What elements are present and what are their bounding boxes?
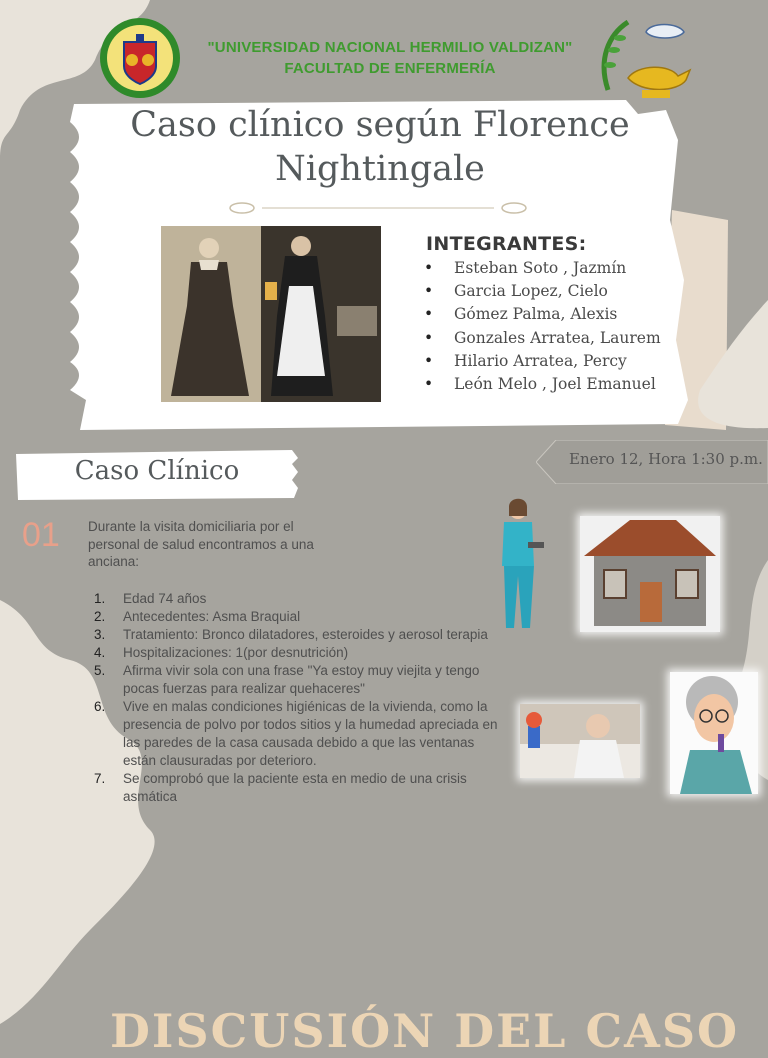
list-item [88, 626, 508, 644]
list-item: • Gómez Palma, Alexis [424, 305, 618, 324]
item-number: 1. [94, 591, 106, 606]
list-item [88, 698, 508, 770]
section-title: Caso Clínico [74, 456, 240, 486]
house-picture [580, 516, 720, 632]
member-name: Esteban Soto , Jazmín [454, 259, 627, 277]
item-text: Se comprobó que la paciente esta en medio de una crisis asmática [123, 771, 467, 804]
member-name: León Melo , Joel Emanuel [454, 375, 656, 394]
member-name: Gonzales Arratea, Laurem [454, 328, 661, 347]
list-item [88, 608, 508, 626]
section-number: 01 [22, 516, 60, 554]
item-text: Tratamiento: Bronco dilatadores, esteroides y aerosol terapia [123, 627, 488, 642]
list-item: • Esteban Soto , Jazmín [424, 259, 627, 277]
nurse-illustration [494, 496, 546, 636]
item-text: Vive en malas condiciones higiénicas de la vivienda, como la presencia de polvo por todos sitios y la humedad apreciada en las paredes de la casa causada debido a que las ventanas están clausuradas por deterioro. [123, 699, 498, 768]
university-name: "UNIVERSIDAD NACIONAL HERMILIO VALDIZAN" [207, 39, 573, 56]
florence-portrait-illustration [161, 226, 381, 402]
old-house-illustration [580, 516, 720, 632]
university-crest-logo [98, 16, 182, 100]
list-item: • Garcia Lopez, Cielo [424, 282, 608, 301]
list-item [88, 590, 508, 608]
elderly-patient-photo [520, 704, 640, 778]
item-text: Hospitalizaciones: 1(por desnutrición) [123, 645, 349, 660]
list-item [88, 770, 508, 806]
next-section-heading: DISCUSIÓN DEL CASO [110, 1004, 740, 1058]
university-header [180, 37, 600, 79]
item-number: 7. [94, 771, 106, 786]
member-name: Garcia Lopez, Cielo [454, 282, 608, 301]
item-number: 3. [94, 627, 106, 642]
ornamental-divider [222, 200, 534, 216]
faculty-name: FACULTAD DE ENFERMERÍA [284, 60, 496, 77]
grandma-cartoon-illustration [670, 672, 758, 794]
member-name: Hilario Arratea, Percy [454, 351, 627, 370]
item-number: 2. [94, 609, 106, 624]
member-name: Gómez Palma, Alexis [454, 305, 618, 324]
item-text: Afirma vivir sola con una frase "Ya estoy muy viejita y tengo pocas fuerzas para realizar quehaceres" [123, 663, 480, 696]
florence-nightingale-photos [161, 226, 381, 402]
visit-date: Enero 12, Hora 1:30 p.m. [569, 450, 763, 468]
item-number: 4. [94, 645, 106, 660]
item-number: 6. [94, 699, 106, 714]
case-intro: Durante la visita domiciliaria por el personal de salud encontramos a una anciana: [88, 519, 314, 569]
nursing-lamp-logo [598, 20, 694, 106]
item-text: Edad 74 años [123, 591, 207, 606]
item-text: Antecedentes: Asma Braquial [123, 609, 301, 624]
list-item: • León Melo , Joel Emanuel [424, 375, 656, 394]
members-list [424, 257, 661, 396]
patient-in-bed-illustration [520, 704, 640, 778]
list-item [88, 644, 508, 662]
cartoon-elderly-woman [670, 672, 758, 794]
list-item: • Gonzales Arratea, Laurem [424, 328, 661, 347]
members-heading: INTEGRANTES: [426, 233, 587, 255]
list-item: • Hilario Arratea, Percy [424, 351, 627, 370]
presentation-title: Caso clínico según Florence Nightingale [130, 105, 630, 189]
case-details-list [88, 590, 508, 806]
item-number: 5. [94, 663, 106, 678]
list-item [88, 662, 508, 698]
